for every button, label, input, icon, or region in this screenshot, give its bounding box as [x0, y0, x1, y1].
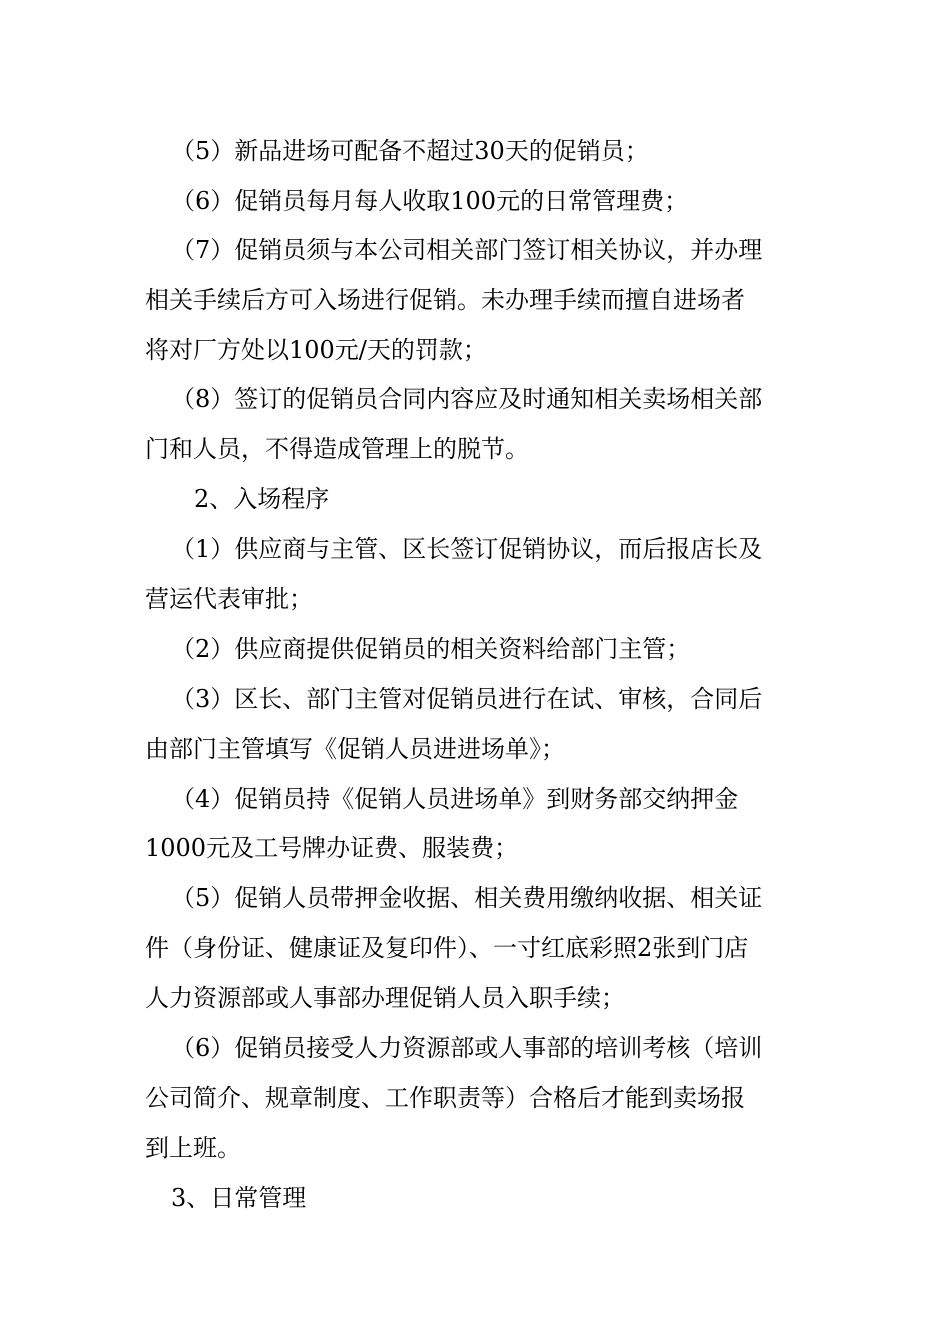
paragraph-line: （2）供应商提供促销员的相关资料给部门主管； [171, 635, 691, 663]
section-heading: 3、日常管理 [171, 1184, 307, 1212]
paragraph-line: 将对厂方处以100元/天的罚款； [145, 336, 487, 364]
paragraph-line: （6）促销员接受人力资源部或人事部的培训考核（培训 [171, 1034, 763, 1062]
paragraph-line: 件（身份证、健康证及复印件）、一寸红底彩照2张到门店 [145, 934, 749, 962]
paragraph-line: （5）促销人员带押金收据、相关费用缴纳收据、相关证 [171, 884, 763, 912]
paragraph-line: 1000元及工号牌办证费、服装费； [145, 834, 519, 862]
paragraph-line: 营运代表审批； [145, 585, 313, 613]
paragraph-line: 相关手续后方可入场进行促销。未办理手续而擅自进场者 [145, 286, 745, 314]
paragraph-line: （3）区长、部门主管对促销员进行在试、审核，合同后 [171, 685, 763, 713]
paragraph-line: （5）新品进场可配备不超过30天的促销员； [171, 137, 649, 165]
paragraph-line: （1）供应商与主管、区长签订促销协议，而后报店长及 [171, 535, 763, 563]
paragraph-line: 到上班。 [145, 1134, 241, 1162]
paragraph-line: 门和人员，不得造成管理上的脱节。 [145, 435, 529, 463]
paragraph-line: 公司简介、规章制度、工作职责等）合格后才能到卖场报 [145, 1084, 745, 1112]
paragraph-line: （4）促销员持《促销人员进场单》到财务部交纳押金 [171, 785, 739, 813]
paragraph-line: 由部门主管填写《促销人员进进场单》； [145, 735, 565, 763]
paragraph-line: 人力资源部或人事部办理促销人员入职手续； [145, 984, 625, 1012]
paragraph-line: （8）签订的促销员合同内容应及时通知相关卖场相关部 [171, 385, 763, 413]
paragraph-line: （7）促销员须与本公司相关部门签订相关协议，并办理 [171, 236, 763, 264]
section-heading: 2、入场程序 [194, 485, 330, 513]
paragraph-line: （6）促销员每月每人收取100元的日常管理费； [171, 187, 689, 215]
